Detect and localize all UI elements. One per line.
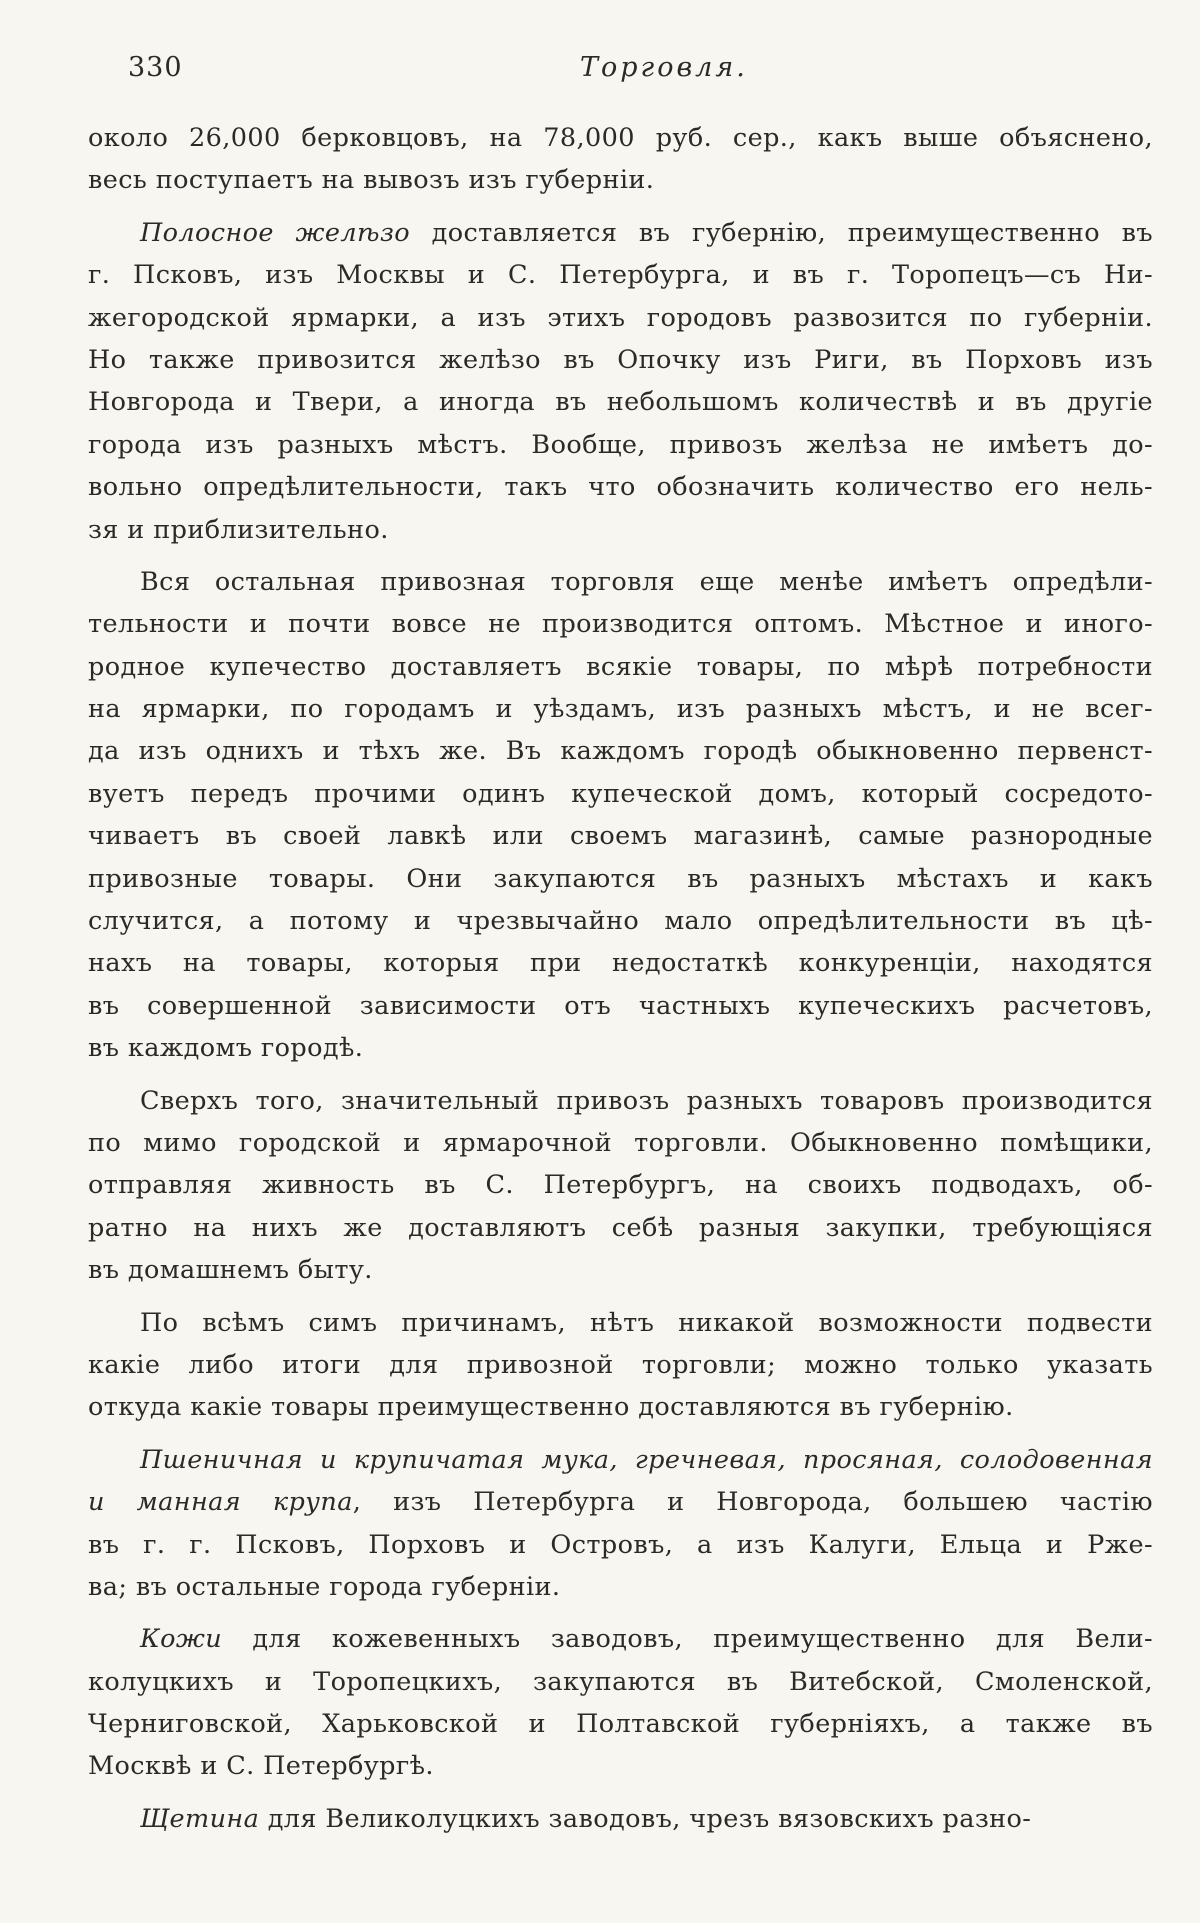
text-line <box>88 1164 1153 1206</box>
page-number: 330 <box>128 52 183 83</box>
line-text: колуцкихъ и Торопецкихъ, закупаются въ Витебской, Смоленской, <box>88 1666 1153 1697</box>
paragraph <box>88 561 1153 1070</box>
line-text: г. Псковъ, изъ Москвы и С. Петербурга, и въ г. Торопецъ—съ Ни- <box>88 260 1153 291</box>
text-line <box>88 773 1153 815</box>
italic-term: Щетина <box>140 1803 260 1834</box>
paragraph <box>88 1618 1153 1788</box>
line-text: вольно опредѣлительности, такъ что обозначить количество его нель- <box>88 472 1153 503</box>
paragraph <box>88 1798 1153 1840</box>
text-line <box>88 1566 1153 1608</box>
text-line <box>88 1745 1153 1787</box>
line-text: родное купечество доставляетъ всякіе товары, по мѣрѣ потребности <box>88 651 1153 682</box>
line-text: весь поступаетъ на вывозъ изъ губерніи. <box>88 165 655 196</box>
line-text: откуда какіе товары преимущественно доставляются въ губернію. <box>88 1392 1014 1423</box>
text-line <box>88 1207 1153 1249</box>
italic-term: Полосное желѣзо <box>140 217 411 248</box>
line-text: въ домашнемъ быту. <box>88 1255 373 1286</box>
italic-term: и манная крупа <box>88 1487 353 1518</box>
line-text: привозные товары. Они закупаются въ разныхъ мѣстахъ и какъ <box>88 863 1153 894</box>
line-text: для Великолуцкихъ заводовъ, чрезъ вязовскихъ разно- <box>259 1803 1032 1834</box>
line-text: нахъ на товары, которыя при недостаткѣ конкуренціи, находятся <box>88 948 1153 979</box>
line-text: случится, а потому и чрезвычайно мало опредѣлительности въ цѣ- <box>88 906 1153 937</box>
text-line <box>88 688 1153 730</box>
paragraph <box>88 1302 1153 1429</box>
line-text: какіе либо итоги для привозной торговли; можно только указать <box>88 1349 1153 1380</box>
line-text: Но также привозится желѣзо въ Опочку изъ Риги, въ Порховъ изъ <box>88 344 1153 375</box>
paragraph-gap <box>88 1292 1153 1302</box>
text-line <box>88 297 1153 339</box>
line-text: чиваетъ въ своей лавкѣ или своемъ магазинѣ, самые разнородные <box>88 821 1153 852</box>
paragraph <box>88 117 1153 202</box>
text-line <box>88 339 1153 381</box>
text-line <box>88 159 1153 201</box>
text-line <box>88 1122 1153 1164</box>
text-line <box>88 1027 1153 1069</box>
paragraph-gap <box>88 1608 1153 1618</box>
line-text: Сверхъ того, значительный привозъ разныхъ товаровъ производится <box>140 1085 1153 1116</box>
text-line <box>88 646 1153 688</box>
italic-term: Кожи <box>140 1624 223 1655</box>
text-line <box>88 1439 1153 1481</box>
line-text: По всѣмъ симъ причинамъ, нѣтъ никакой возможности подвести <box>140 1307 1153 1338</box>
line-text: Черниговской, Харьковской и Полтавской губерніяхъ, а также въ <box>88 1709 1153 1740</box>
text-line <box>88 1481 1153 1523</box>
line-text: жегородской ярмарки, а изъ этихъ городовъ развозится по губерніи. <box>88 302 1153 333</box>
text-line <box>88 466 1153 508</box>
text-line <box>88 561 1153 603</box>
line-text: около 26,000 берковцовъ, на 78,000 руб. сер., какъ выше объяснено, <box>88 123 1153 153</box>
line-text: доставляется въ губернію, преимущественно въ <box>410 217 1153 248</box>
line-text: Новгорода и Твери, а иногда въ небольшомъ количествѣ и въ другіе <box>88 387 1153 418</box>
line-text: Москвѣ и С. Петербургѣ. <box>88 1751 434 1782</box>
paragraph-gap <box>88 1788 1153 1798</box>
line-text: зя и приблизительно. <box>88 514 389 545</box>
text-line <box>88 942 1153 984</box>
running-title: Торговля. <box>580 52 748 83</box>
text-line <box>88 1344 1153 1386</box>
line-text: ва; въ остальные города губерніи. <box>88 1571 561 1602</box>
text-line <box>88 1798 1153 1840</box>
line-text: тельности и почти вовсе не производится оптомъ. Мѣстное и иного- <box>88 609 1153 640</box>
text-line <box>88 1249 1153 1291</box>
line-text: города изъ разныхъ мѣстъ. Вообще, привозъ желѣза не имѣетъ до- <box>88 429 1153 460</box>
text-line <box>88 1703 1153 1745</box>
line-text: ратно на нихъ же доставляютъ себѣ разныя закупки, требующіяся <box>88 1212 1153 1243</box>
paragraph-gap <box>88 202 1153 212</box>
line-text: по мимо городской и ярмарочной торговли. Обыкновенно помѣщики, <box>88 1127 1153 1158</box>
paragraph <box>88 212 1153 551</box>
italic-term: Пшеничная и крупичатая мука, гречневая, просяная, солодовенная <box>140 1444 1153 1475</box>
text-line <box>88 1618 1153 1660</box>
body-text <box>88 117 1153 1840</box>
line-text: въ г. г. Псковъ, Порховъ и Островъ, а изъ Калуги, Ельца и Ржe- <box>88 1529 1153 1560</box>
paragraph <box>88 1439 1153 1609</box>
line-text: для кожевенныхъ заводовъ, преимущественно для Вели- <box>222 1624 1153 1655</box>
text-line <box>88 815 1153 857</box>
text-line <box>88 603 1153 645</box>
text-line <box>88 1080 1153 1122</box>
line-text: въ каждомъ городѣ. <box>88 1033 364 1064</box>
text-line <box>88 1302 1153 1344</box>
text-line <box>88 1386 1153 1428</box>
text-line <box>88 1524 1153 1566</box>
text-line <box>88 212 1153 254</box>
text-line <box>88 1661 1153 1703</box>
line-text: вуетъ передъ прочими одинъ купеческой домъ, который сосредото- <box>88 778 1153 809</box>
text-line <box>88 254 1153 296</box>
text-line <box>88 509 1153 551</box>
text-line <box>88 858 1153 900</box>
line-text: , изъ Петербурга и Новгорода, большею частію <box>352 1487 1153 1518</box>
page-header <box>128 52 1158 92</box>
text-line <box>88 900 1153 942</box>
paragraph <box>88 1080 1153 1292</box>
text-line <box>88 424 1153 466</box>
text-line <box>88 985 1153 1027</box>
line-text: отправляя живность въ С. Петербургъ, на своихъ подводахъ, об- <box>88 1170 1153 1201</box>
text-line <box>88 730 1153 772</box>
line-text: въ совершенной зависимости отъ частныхъ купеческихъ расчетовъ, <box>88 990 1153 1021</box>
line-text: да изъ однихъ и тѣхъ же. Въ каждомъ городѣ обыкновенно первенст- <box>88 736 1153 767</box>
paragraph-gap <box>88 1070 1153 1080</box>
line-text: на ярмарки, по городамъ и уѣздамъ, изъ разныхъ мѣстъ, и не всег- <box>88 694 1153 725</box>
line-text: Вся остальная привозная торговля еще менѣе имѣетъ опредѣли- <box>140 566 1153 597</box>
paragraph-gap <box>88 1429 1153 1439</box>
text-line <box>88 117 1153 159</box>
paragraph-gap <box>88 551 1153 561</box>
text-line <box>88 381 1153 423</box>
